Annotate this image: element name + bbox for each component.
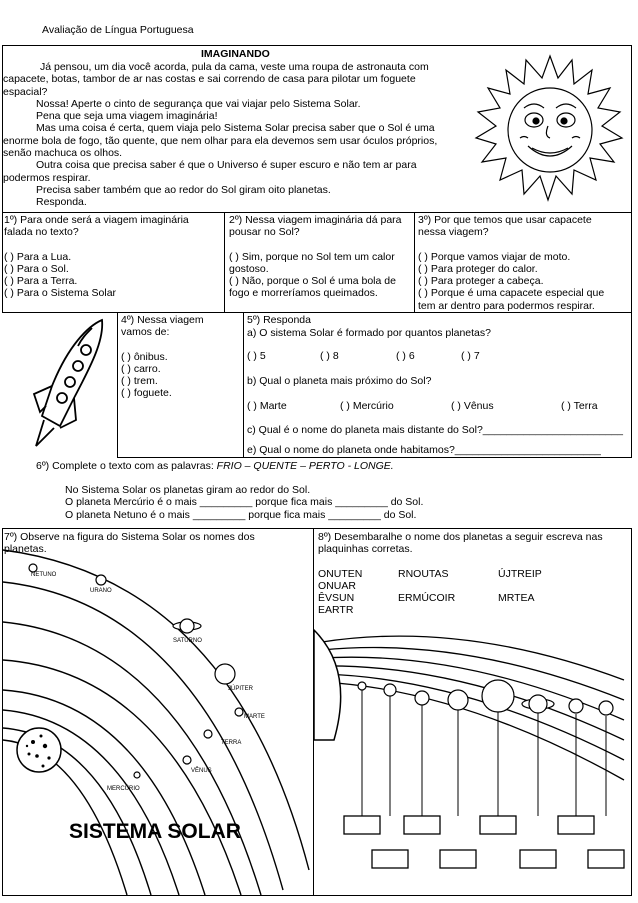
- planet-label-mercurio: MERCÚRIO: [107, 786, 140, 792]
- q6-line: No Sistema Solar os planetas giram ao redor do Sol.: [65, 484, 311, 496]
- q4-prompt: vamos de:: [121, 326, 170, 339]
- planet-label-marte: MARTE: [244, 714, 265, 720]
- q5b-option[interactable]: ( ) Terra: [561, 400, 598, 412]
- q4-option[interactable]: ( ) ônibus.: [121, 350, 168, 363]
- q1-option[interactable]: ( ) Para o Sistema Solar: [4, 287, 117, 300]
- question-2: [229, 214, 402, 300]
- story-line: Precisa saber também que ao redor do Sol giram oito planetas.: [36, 183, 331, 196]
- divider: [243, 312, 244, 458]
- q4-option[interactable]: ( ) carro.: [121, 362, 161, 375]
- story-line: enorme bola de fogo, tão quente, que nem olhar para ela devemos sem usar óculos próprios,: [3, 134, 438, 147]
- story-text: [3, 61, 437, 209]
- question-4: [121, 314, 204, 400]
- planets-labeling-diagram: [314, 620, 632, 895]
- story-line: espacial?: [3, 85, 48, 98]
- q3-prompt: 3º) Por que temos que usar capacete: [418, 214, 592, 226]
- q4-option[interactable]: ( ) trem.: [121, 375, 158, 388]
- story-line: podermos respirar.: [3, 171, 91, 184]
- planet-label-urano: URANO: [90, 588, 112, 594]
- q3-prompt: nessa viagem?: [418, 226, 489, 239]
- q7-prompt-line: 7º) Observe na figura do Sistema Solar os nomes dos: [4, 531, 255, 543]
- q2-option: gostoso.: [229, 262, 269, 275]
- q5e-prompt[interactable]: e) Qual o nome do planeta onde habitamos?_________________________: [247, 444, 601, 456]
- q5a-option[interactable]: ( ) 8: [320, 350, 339, 362]
- q8-prompt-line: plaquinhas corretas.: [318, 543, 413, 556]
- q8-prompt-line: 8º) Desembaralhe o nome dos planetas a seguir escreva nas: [318, 531, 603, 543]
- q1-option[interactable]: ( ) Para a Terra.: [4, 275, 78, 288]
- q6-line[interactable]: O planeta Netuno é o mais _________ porque fica mais _________ do Sol.: [65, 508, 417, 521]
- q5b-prompt: b) Qual o planeta mais próximo do Sol?: [247, 375, 432, 387]
- q5b-option[interactable]: ( ) Mercúrio: [340, 400, 394, 412]
- story-line: senão machuca os olhos.: [3, 147, 123, 160]
- scrambled-word: ÚJTREIP: [498, 568, 542, 580]
- q5a-option[interactable]: ( ) 6: [396, 350, 415, 362]
- q5a-option[interactable]: ( ) 5: [247, 350, 266, 362]
- q1-prompt: 1º) Para onde será a viagem imaginária: [4, 214, 189, 226]
- story-line: Pena que seja uma viagem imaginária!: [36, 110, 218, 123]
- q5c-prompt[interactable]: c) Qual é o nome do planeta mais distante do Sol?________________________: [247, 424, 623, 436]
- page-header: Avaliação de Língua Portuguesa: [42, 24, 194, 36]
- scrambled-word: EARTR: [318, 604, 354, 616]
- scrambled-word: ONUTEN: [318, 568, 363, 580]
- q5a-option[interactable]: ( ) 7: [461, 350, 480, 362]
- q2-prompt: pousar no Sol?: [229, 226, 300, 239]
- solar-system-diagram: [3, 560, 313, 895]
- q3-option[interactable]: ( ) Porque vamos viajar de moto.: [418, 250, 571, 263]
- q3-option[interactable]: ( ) Porque é uma capacete especial que: [418, 287, 605, 300]
- scrambled-word: ÊVSUN: [318, 592, 355, 604]
- q6-title: [36, 460, 394, 472]
- divider: [414, 212, 415, 313]
- story-line: Nossa! Aperte o cinto de segurança que vai viajar pelo Sistema Solar.: [36, 97, 361, 110]
- story-line: capacete, botas, tambor de ar nas costas e sai correndo de casa para pilotar um foguete: [3, 73, 416, 86]
- q5b-option[interactable]: ( ) Vênus: [451, 400, 494, 412]
- q1-option[interactable]: ( ) Para a Lua.: [4, 250, 72, 263]
- q2-prompt: 2º) Nessa viagem imaginária dá para: [229, 214, 402, 226]
- planet-label-netuno: NETUNO: [31, 572, 57, 578]
- planet-label-venus: VÊNUS: [191, 768, 212, 774]
- q2-option[interactable]: ( ) Sim, porque no Sol tem um calor: [229, 250, 395, 263]
- scrambled-word: ONUAR: [318, 580, 356, 592]
- page-title: IMAGINANDO: [201, 48, 270, 60]
- rocket-illustration: [30, 316, 112, 456]
- planet-label-terra: TERRA: [221, 740, 242, 746]
- question-1: [4, 214, 189, 300]
- q1-prompt: falada no texto?: [4, 226, 79, 239]
- solar-system-caption: SISTEMA SOLAR: [69, 820, 241, 843]
- q7-prompt-line: planetas.: [4, 543, 47, 556]
- q4-option[interactable]: ( ) foguete.: [121, 387, 172, 400]
- q8-prompt: [318, 531, 603, 556]
- q6-words: FRIO – QUENTE – PERTO - LONGE.: [216, 460, 394, 472]
- sun-illustration: [470, 50, 630, 210]
- q3-option[interactable]: ( ) Para proteger do calor.: [418, 262, 538, 275]
- scrambled-word: RNOUTAS: [398, 568, 449, 580]
- q6-line[interactable]: O planeta Mercúrio é o mais _________ porque fica mais _________ do Sol.: [65, 496, 424, 509]
- q5a-prompt: a) O sistema Solar é formado por quantos planetas?: [247, 327, 491, 339]
- story-line: Outra coisa que precisa saber é que o Universo é super escuro e não tem ar para: [36, 159, 417, 172]
- q5b-option[interactable]: ( ) Marte: [247, 400, 287, 412]
- planet-label-jupiter: JÚPITER: [228, 686, 254, 692]
- q6-title-prefix: 6º) Complete o texto com as palavras:: [36, 460, 217, 472]
- q6-text[interactable]: [65, 484, 423, 521]
- q4-prompt: 4º) Nessa viagem: [121, 314, 204, 326]
- story-line: Responda.: [36, 196, 87, 209]
- q7-prompt: [4, 531, 255, 556]
- planet-label-saturno: SATURNO: [173, 638, 202, 644]
- q5-title: 5º) Responda: [247, 314, 311, 326]
- q2-option: fogo e morreríamos queimados.: [229, 287, 378, 300]
- scrambled-word: MRTEA: [498, 592, 535, 604]
- story-line: Já pensou, um dia você acorda, pula da cama, veste uma roupa de astronauta com: [40, 61, 429, 73]
- question-3: [418, 214, 604, 312]
- scrambled-word: ERMÚCOIR: [398, 592, 456, 604]
- q3-option: tem ar dentro para podermos respirar.: [418, 299, 595, 312]
- story-line: Mas uma coisa é certa, quem viaja pelo Sistema Solar precisa saber que o Sol é uma: [36, 122, 435, 135]
- q3-option[interactable]: ( ) Para proteger a cabeça.: [418, 275, 544, 288]
- q2-option[interactable]: ( ) Não, porque o Sol é uma bola de: [229, 275, 396, 288]
- divider: [224, 212, 225, 313]
- q1-option[interactable]: ( ) Para o Sol.: [4, 262, 69, 275]
